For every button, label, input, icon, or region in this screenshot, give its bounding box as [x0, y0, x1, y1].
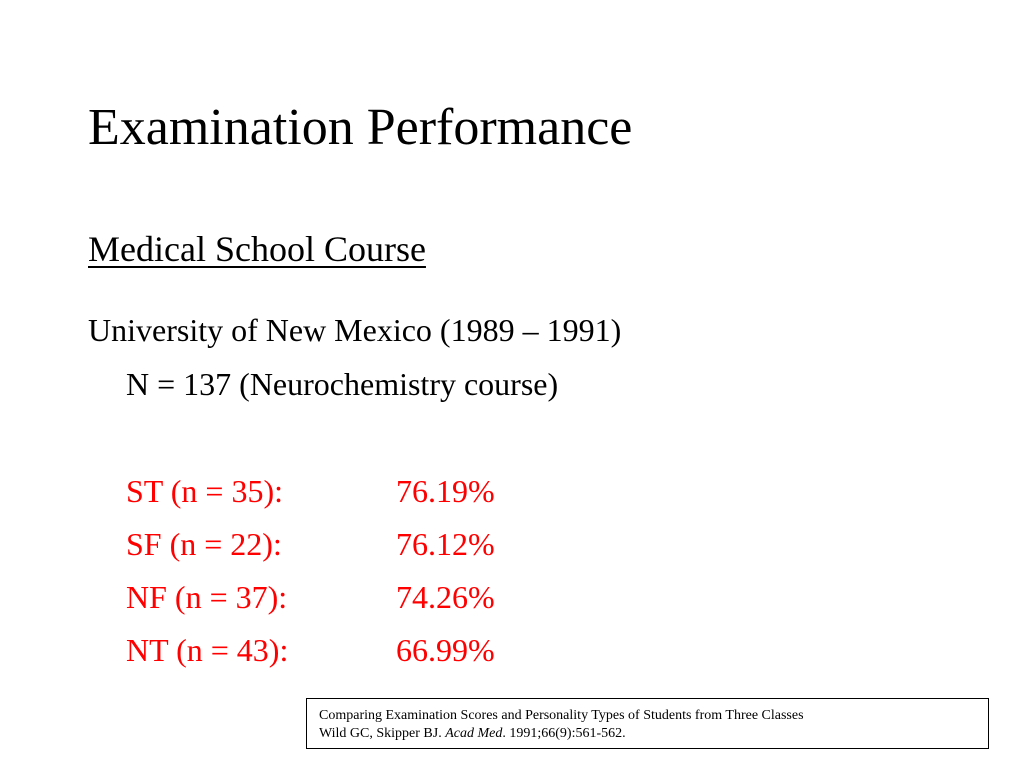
result-label: NT (n = 43): — [126, 632, 289, 668]
results-list — [126, 475, 495, 687]
slide-title: Examination Performance — [88, 99, 633, 156]
result-value: 76.12% — [396, 526, 495, 562]
result-row — [126, 475, 495, 528]
citation-details: . 1991;66(9):561-562. — [502, 726, 626, 741]
citation-box — [306, 698, 989, 749]
slide-subtitle: Medical School Course — [88, 229, 426, 269]
result-row — [126, 581, 495, 634]
result-row — [126, 528, 495, 581]
result-label: SF (n = 22): — [126, 526, 282, 562]
sample-size-text: N = 137 (Neurochemistry course) — [126, 366, 559, 402]
citation-title: Comparing Examination Scores and Personality Types of Students from Three Classes — [319, 708, 804, 723]
citation-reference — [319, 725, 976, 743]
result-value: 76.19% — [396, 473, 495, 509]
result-value: 74.26% — [396, 579, 495, 615]
result-label: NF (n = 37): — [126, 579, 288, 615]
result-value: 66.99% — [396, 632, 495, 668]
result-row — [126, 634, 495, 687]
institution-text: University of New Mexico (1989 – 1991) — [88, 312, 622, 348]
citation-authors: Wild GC, Skipper BJ. — [319, 726, 442, 741]
result-label: ST (n = 35): — [126, 473, 284, 509]
citation-journal: Acad Med — [445, 726, 503, 741]
